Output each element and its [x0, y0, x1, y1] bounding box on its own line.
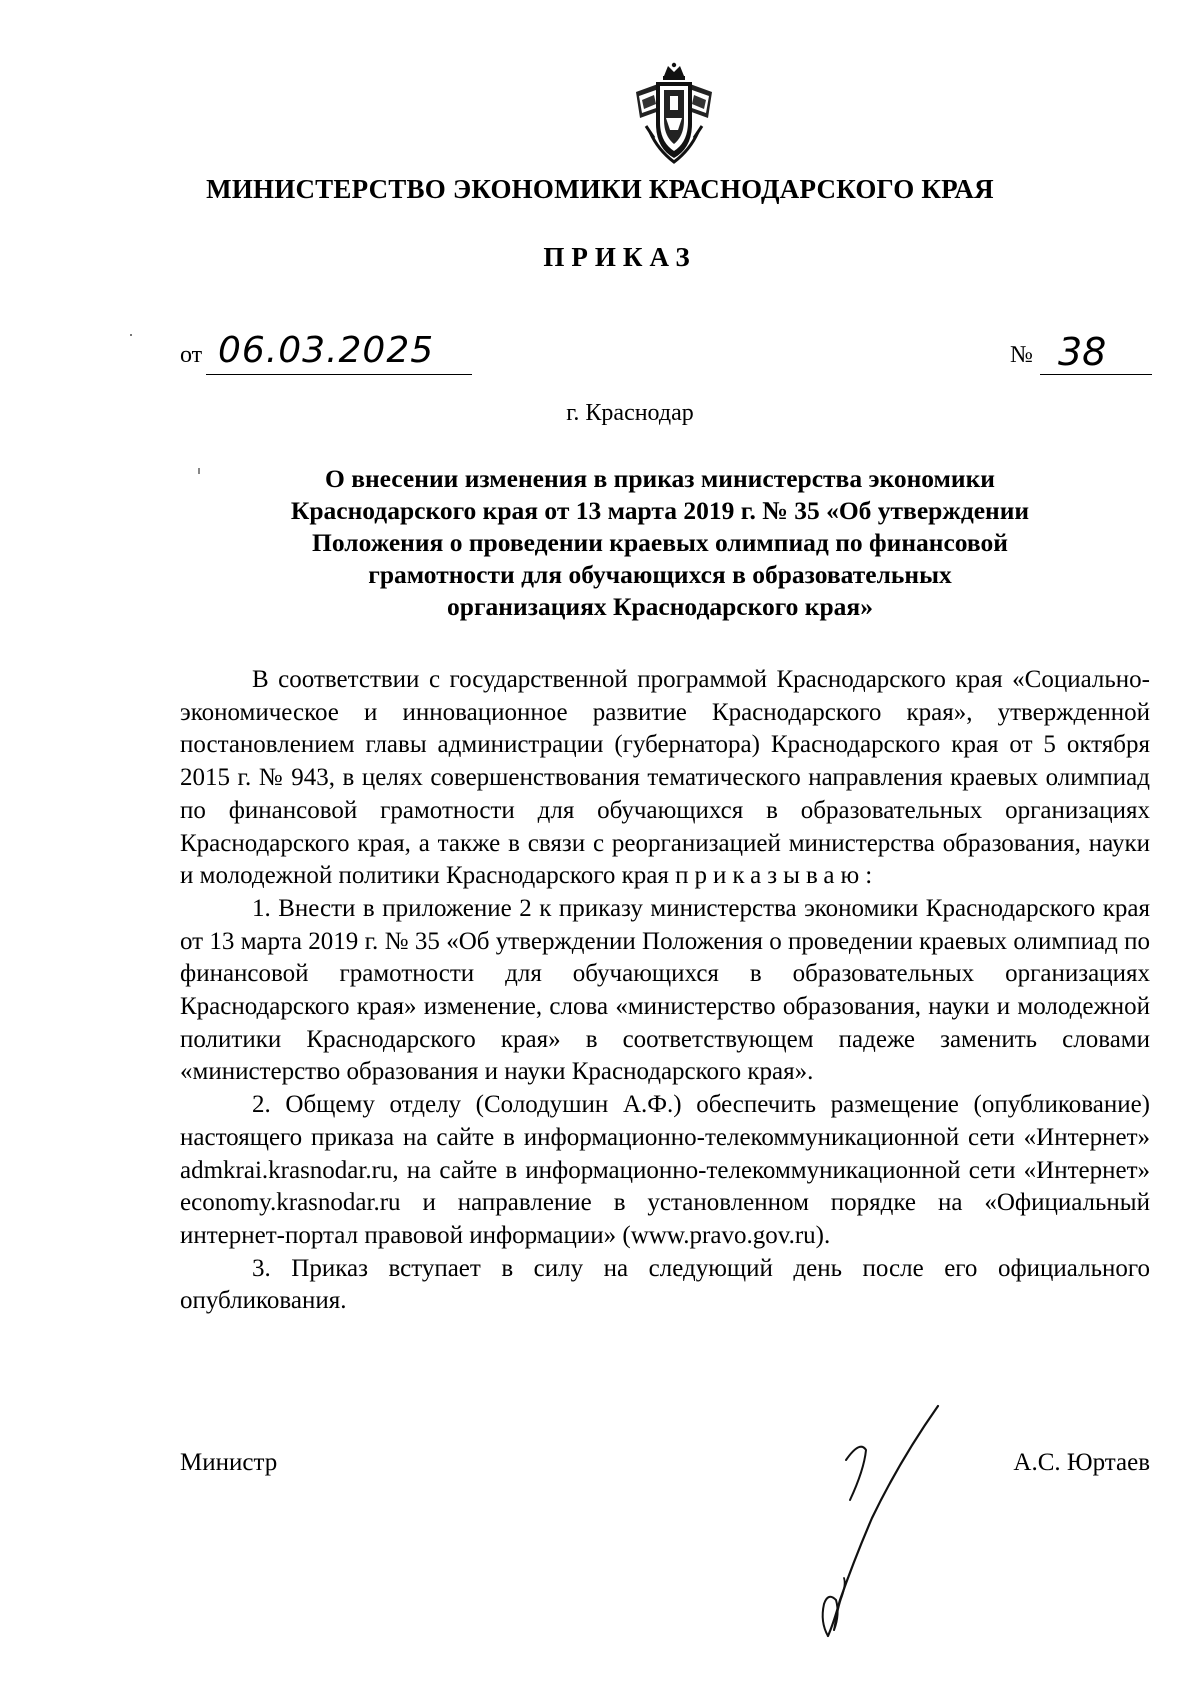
number-underline [1040, 374, 1152, 375]
krasnodar-coat-of-arms-icon [628, 62, 720, 164]
document-type: ПРИКАЗ [543, 242, 697, 272]
city: г. Краснодар [566, 400, 694, 426]
subject-line: грамотности для обучающихся в образовательных [368, 560, 952, 589]
order-word: приказываю: [675, 862, 879, 890]
signatory-name: А.С. Юртаев [1013, 1449, 1150, 1476]
order-item-3: 3. Приказ вступает в силу на следующий день после его официального опубликования. [180, 1254, 1150, 1315]
preamble-paragraph [180, 664, 1150, 893]
signatory-position: Министр [180, 1449, 278, 1476]
subject-line: Положения о проведении краевых олимпиад по финансовой [312, 528, 1008, 557]
date-underline [206, 374, 472, 375]
ministry-name: МИНИСТЕРСТВО ЭКОНОМИКИ КРАСНОДАРСКОГО КРАЯ [206, 174, 994, 204]
date-prefix: от [180, 342, 203, 368]
handwritten-date: 06.03.2025 [218, 330, 435, 371]
number-prefix: № [1010, 342, 1033, 368]
subject-line: организациях Краснодарского края» [447, 592, 873, 621]
document-body [180, 664, 1150, 1318]
scan-dot [130, 334, 132, 336]
document-subject [180, 463, 1140, 623]
preamble-text: В соответствии с государственной программой Краснодарского края «Социально-экономическое и инновационное развитие Краснодарского края», утвержденной постановлением главы администрации (губернатора) Краснодарского края от 5 октября 2015 г. № 943, в целях совершенствования тематического направления краевых олимпиад по финансовой грамотности для обучающихся в образовательных организациях Краснодарского края, а также в связи с реорганизацией министерства образования, науки и молодежной политики Краснодарского края [180, 666, 1150, 890]
date-number-row [180, 330, 1152, 380]
subject-line: О внесении изменения в приказ министерства экономики [325, 464, 995, 493]
subject-line: Краснодарского края от 13 марта 2019 г. № 35 «Об утверждении [290, 496, 1030, 525]
handwritten-number: 38 [1058, 330, 1107, 374]
handwritten-signature-icon [780, 1400, 980, 1640]
order-item-1: 1. Внести в приложение 2 к приказу министерства экономики Краснодарского края от 13 марта 2019 г. № 35 «Об утверждении Положения о проведении краевых олимпиад по финансовой грамотности для обучающихся в образовательных организациях Краснодарского края» изменение, слова «министерство образования, науки и молодежной политики Краснодарского края» в соответствующем падеже заменить словами «министерство образования и науки Краснодарского края». [180, 894, 1150, 1086]
order-item-2: 2. Общему отделу (Солодушин А.Ф.) обеспечить размещение (опубликование) настоящего приказа на сайте в информационно-телекоммуникационной сети «Интернет» admkrai.krasnodar.ru, на сайте в информационно-телекоммуникационной сети «Интернет» economy.krasnodar.ru и направление в установленном порядке на «Официальный интернет-портал правовой информации» (www.pravo.gov.ru). [180, 1091, 1150, 1249]
